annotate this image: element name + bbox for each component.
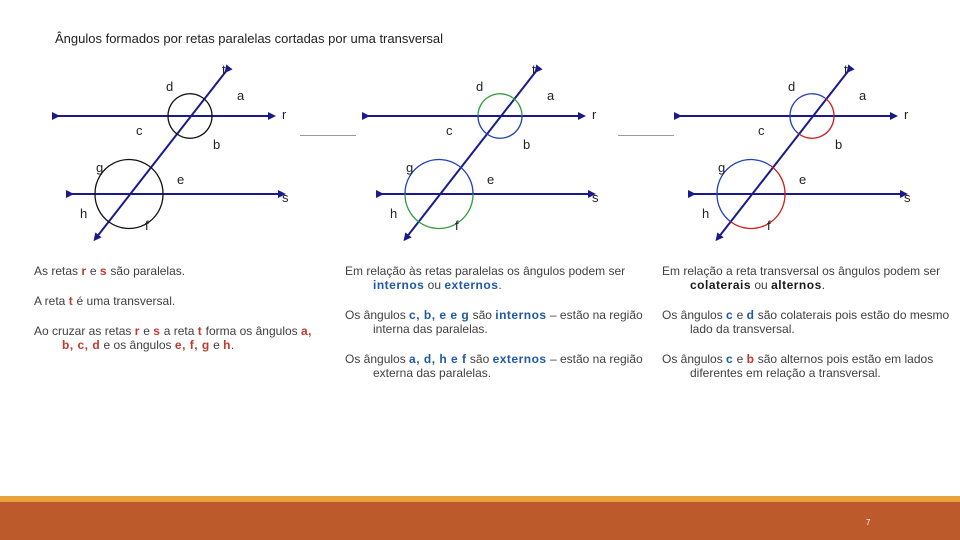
footer-bar	[0, 502, 960, 540]
highlight-colaterais: colaterais	[690, 278, 752, 292]
text: .	[230, 338, 235, 352]
arc-d	[790, 94, 825, 116]
highlight-angles-adhf: a, d, h e f	[409, 352, 467, 366]
line-t	[718, 70, 849, 238]
arc-a	[513, 98, 522, 116]
arc-d	[478, 94, 513, 116]
label-t: t	[844, 62, 848, 77]
highlight-angles-efg: e, f, g	[174, 338, 210, 352]
label-a: a	[859, 88, 867, 103]
text: é uma transversal.	[73, 294, 176, 308]
label-s: s	[282, 190, 289, 205]
label-c: c	[758, 123, 765, 138]
text: são paralelas.	[107, 264, 186, 278]
paragraph-alternate-angles	[662, 352, 957, 380]
label-h: h	[80, 206, 88, 221]
label-b: b	[835, 137, 843, 152]
arc-e	[459, 166, 473, 194]
highlight-angle-c: c	[726, 308, 734, 322]
label-a: a	[547, 88, 555, 103]
label-s: s	[904, 190, 911, 205]
highlight-angle-d: d	[746, 308, 755, 322]
text-column-1	[34, 264, 314, 352]
text: Ao cruzar as retas	[34, 324, 135, 338]
arc-a	[203, 98, 212, 116]
label-a: a	[237, 88, 245, 103]
label-d: d	[788, 79, 796, 94]
label-d: d	[166, 79, 174, 94]
text: – estão na região externa das paralelas.	[373, 352, 643, 380]
text: e	[209, 338, 224, 352]
text: são	[469, 308, 496, 322]
text: Em relação a reta transversal os ângulos podem ser	[662, 264, 941, 278]
paragraph-transversal	[34, 294, 314, 308]
highlight-r: r	[81, 264, 87, 278]
separator-line	[618, 135, 674, 136]
label-f: f	[767, 218, 771, 233]
text: Os ângulos	[662, 308, 727, 322]
label-c: c	[446, 123, 453, 138]
diagram-internal-external	[360, 58, 610, 243]
text: são alternos pois estão em lados diferentes em relação a transversal.	[690, 352, 934, 380]
diagram-all-angles	[50, 58, 300, 243]
label-s: s	[592, 190, 599, 205]
paragraph-angles-formed	[34, 324, 314, 352]
highlight-angles-abcd: a, b, c, d	[62, 324, 313, 352]
label-c: c	[136, 123, 143, 138]
arc-h	[405, 194, 419, 222]
parallel-lines-diagram	[360, 58, 610, 243]
arc-d	[168, 94, 203, 116]
text: A reta	[34, 294, 69, 308]
highlight-s: s	[153, 324, 161, 338]
parallel-lines-diagram	[50, 58, 300, 243]
text-column-3	[662, 264, 957, 380]
highlight-internos: internos	[373, 278, 425, 292]
label-h: h	[390, 206, 398, 221]
line-t	[406, 70, 537, 238]
text: ou	[751, 278, 772, 292]
label-g: g	[96, 160, 104, 175]
text: e	[733, 352, 747, 366]
arc-h	[95, 194, 109, 222]
arc-c	[478, 116, 487, 134]
text: são	[466, 352, 493, 366]
arc-h	[717, 194, 731, 222]
paragraph-colateral-angles	[662, 308, 957, 336]
text: Os ângulos	[345, 308, 410, 322]
highlight-angle-c: c	[726, 352, 734, 366]
text: a reta	[160, 324, 198, 338]
highlight-angles-cbeg: c, b, e e g	[409, 308, 470, 322]
text: As retas	[34, 264, 82, 278]
label-b: b	[523, 137, 531, 152]
label-t: t	[532, 62, 536, 77]
slide-title: Ângulos formados por retas paralelas cortadas por uma transversal	[55, 31, 444, 46]
label-e: e	[799, 172, 807, 187]
text: .	[821, 278, 826, 292]
paragraph-internal-or-external	[345, 264, 645, 292]
text: Os ângulos	[345, 352, 410, 366]
label-f: f	[455, 218, 459, 233]
arc-c	[168, 116, 177, 134]
text: – estão na região interna das paralelas.	[373, 308, 643, 336]
highlight-t: t	[68, 294, 74, 308]
separator-line	[300, 135, 356, 136]
text: e os ângulos	[100, 338, 175, 352]
arc-e	[771, 166, 785, 194]
arc-e	[149, 166, 163, 194]
arc-a	[825, 98, 834, 116]
text: e	[733, 308, 747, 322]
label-d: d	[476, 79, 484, 94]
label-g: g	[406, 160, 414, 175]
highlight-angle-b: b	[746, 352, 755, 366]
text: forma os ângulos	[202, 324, 301, 338]
text: e	[86, 264, 100, 278]
paragraph-internal-angles	[345, 308, 645, 336]
text: Os ângulos	[662, 352, 727, 366]
paragraph-colateral-or-alternate	[662, 264, 957, 292]
parallel-lines-diagram	[672, 58, 922, 243]
text: .	[498, 278, 502, 292]
text-column-2	[345, 264, 645, 380]
label-e: e	[487, 172, 495, 187]
text: Em relação às retas paralelas os ângulos podem ser	[345, 264, 626, 278]
label-r: r	[282, 107, 287, 122]
highlight-externos: externos	[492, 352, 547, 366]
paragraph-external-angles	[345, 352, 645, 380]
highlight-internos: internos	[495, 308, 547, 322]
line-t	[96, 70, 227, 238]
label-t: t	[222, 62, 226, 77]
label-h: h	[702, 206, 710, 221]
paragraph-parallel-lines	[34, 264, 314, 278]
highlight-externos: externos	[444, 278, 499, 292]
label-r: r	[904, 107, 909, 122]
text: ou	[424, 278, 445, 292]
label-f: f	[145, 218, 149, 233]
text: e	[139, 324, 154, 338]
highlight-s: s	[99, 264, 108, 278]
highlight-alternos: alternos	[771, 278, 822, 292]
arc-c	[790, 116, 799, 134]
highlight-angle-h: h	[223, 338, 231, 352]
diagram-colateral-alternate	[672, 58, 922, 243]
highlight-r: r	[134, 324, 140, 338]
label-r: r	[592, 107, 597, 122]
page-number: 7	[866, 518, 871, 527]
label-g: g	[718, 160, 726, 175]
label-b: b	[213, 137, 221, 152]
highlight-t: t	[197, 324, 203, 338]
label-e: e	[177, 172, 185, 187]
text: são colaterais pois estão do mesmo lado da transversal.	[690, 308, 950, 336]
